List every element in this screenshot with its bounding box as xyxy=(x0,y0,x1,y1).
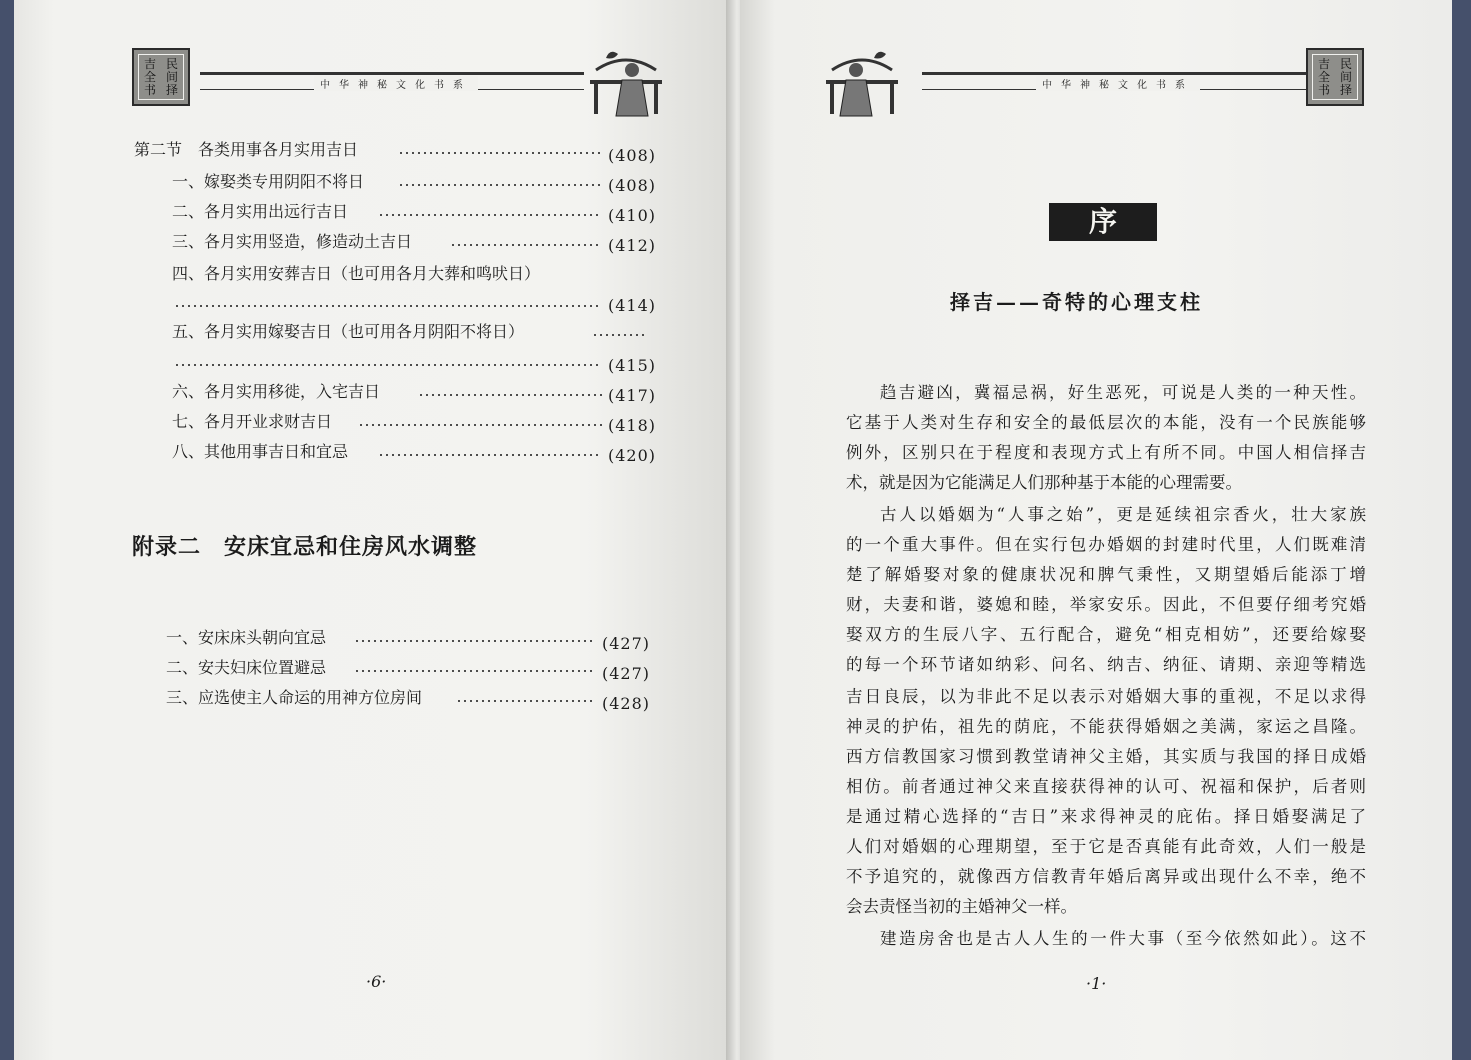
toc-entry: 五、各月实用嫁娶吉日（也可用各月阴阳不将日） xyxy=(172,322,525,341)
body-line: 楚了解婚娶对象的健康状况和脾气秉性，又期望婚后能添丁增 xyxy=(846,565,1366,584)
toc-leader xyxy=(378,214,602,216)
toc-page-number: (427) xyxy=(602,664,651,683)
series-seal xyxy=(1306,48,1364,106)
toc-leader xyxy=(592,334,646,336)
toc-leader xyxy=(450,244,602,246)
toc-page-number: (408) xyxy=(608,176,657,195)
seal-char: 吉 xyxy=(143,56,156,71)
seal-char: 间 xyxy=(165,69,178,84)
toc-entry: 七、各月开业求财吉日 xyxy=(172,412,333,431)
toc-leader xyxy=(354,670,592,672)
body-line: 术，就是因为它能满足人们那种基于本能的心理需要。 xyxy=(846,473,1242,492)
seal-char: 择 xyxy=(1339,82,1352,97)
toc-leader xyxy=(378,454,602,456)
toc-leader xyxy=(174,364,602,366)
body-line: 相仿。前者通过神父来直接获得神的认可、祝福和保护，后者则 xyxy=(846,777,1366,796)
toc-entry: 二、各月实用出远行吉日 xyxy=(172,202,349,221)
preface-subtitle: 择吉——奇特的心理支柱 xyxy=(950,290,1203,314)
toc-page-number: (420) xyxy=(608,446,657,465)
seal-char: 书 xyxy=(1317,82,1330,97)
toc-page-number: (418) xyxy=(608,416,657,435)
body-line: 娶双方的生辰八字、五行配合，避免“相克相妨”，还要给嫁娶 xyxy=(846,625,1366,644)
seal-text xyxy=(1312,54,1358,100)
appendix-heading: 附录二 安床宜忌和住房风水调整 xyxy=(132,534,478,560)
toc-page-number: (410) xyxy=(608,206,657,225)
series-title: 中华神秘文化书系 xyxy=(1036,76,1200,91)
body-line: 是通过精心选择的“吉日”来求得神灵的庇佑。择日婚娶满足了 xyxy=(846,807,1366,826)
body-line: 不予追究的，就像西方信教青年婚后离异或出现什么不幸，绝不 xyxy=(846,867,1366,886)
seal-char: 全 xyxy=(1317,69,1330,84)
toc-entry: 三、各月实用竖造，修造动土吉日 xyxy=(172,232,413,251)
toc-entry: 八、其他用事吉日和宜忌 xyxy=(172,442,349,461)
seal-char: 民 xyxy=(1339,56,1352,71)
body-line: 古人以婚姻为“人事之始”，更是延续祖宗香火，壮大家族 xyxy=(880,505,1366,524)
toc-entry: 二、安夫妇床位置避忌 xyxy=(166,658,327,677)
body-line: 西方信教国家习惯到教堂请神父主婚，其实质与我国的择日成婚 xyxy=(846,747,1366,766)
preface-label: 序 xyxy=(1049,203,1157,241)
body-line: 它基于人类对生存和安全的最低层次的本能，没有一个民族能够 xyxy=(846,413,1366,432)
seal-char: 全 xyxy=(143,69,156,84)
left-page xyxy=(14,0,730,1060)
seal-char: 书 xyxy=(143,82,156,97)
page-number: ·6· xyxy=(366,972,387,991)
toc-leader xyxy=(398,152,602,154)
toc-leader xyxy=(418,394,602,396)
body-line: 会去责怪当初的主婚神父一样。 xyxy=(846,897,1077,916)
seal-char: 择 xyxy=(165,82,178,97)
body-line: 吉日良辰，以为非此不足以表示对婚姻大事的重视，不足以求得 xyxy=(846,687,1366,706)
toc-entry: 一、安床床头朝向宜忌 xyxy=(166,628,327,647)
toc-leader xyxy=(398,184,602,186)
toc-leader xyxy=(358,424,602,426)
toc-leader xyxy=(456,700,592,702)
body-line: 趋吉避凶，冀福忌祸，好生恶死，可说是人类的一种天性。 xyxy=(880,383,1366,402)
toc-leader xyxy=(174,305,602,307)
series-seal xyxy=(132,48,190,106)
toc-entry: 一、嫁娶类专用阴阳不将日 xyxy=(172,172,365,191)
toc-entry: 六、各月实用移徙，入宅吉日 xyxy=(172,382,381,401)
body-line: 人们对婚姻的心理期望，至于它是否真能有此奇效，人们一般是 xyxy=(846,837,1366,856)
toc-page-number: (427) xyxy=(602,634,651,653)
scholar-illustration xyxy=(586,40,666,118)
body-line: 的一个重大事件。但在实行包办婚姻的封建时代里，人们既难清 xyxy=(846,535,1366,554)
scholar-illustration xyxy=(822,40,902,118)
page-number: ·1· xyxy=(1086,974,1107,993)
toc-page-number: (417) xyxy=(608,386,657,405)
toc-entry: 四、各月实用安葬吉日（也可用各月大葬和鸣吠日） xyxy=(172,264,541,283)
toc-page-number: (414) xyxy=(608,296,657,315)
body-line: 财，夫妻和谐，婆媳和睦，举家安乐。因此，不但要仔细考究婚 xyxy=(846,595,1366,614)
seal-char: 民 xyxy=(165,56,178,71)
body-line: 的每一个环节诸如纳彩、问名、纳吉、纳征、请期、亲迎等精选 xyxy=(846,655,1366,674)
toc-page-number: (412) xyxy=(608,236,657,255)
toc-page-number: (428) xyxy=(602,694,651,713)
toc-entry: 三、应选使主人命运的用神方位房间 xyxy=(166,688,423,707)
seal-char: 间 xyxy=(1339,69,1352,84)
seal-text xyxy=(138,54,184,100)
seal-char: 吉 xyxy=(1317,56,1330,71)
body-line: 建造房舍也是古人人生的一件大事（至今依然如此）。这不 xyxy=(880,929,1366,948)
toc-page-number: (415) xyxy=(608,356,657,375)
toc-page-number: (408) xyxy=(608,146,657,165)
right-page xyxy=(740,0,1452,1060)
toc-entry: 第二节 各类用事各月实用吉日 xyxy=(134,140,359,159)
body-line: 例外，区别只在于程度和表现方式上有所不同。中国人相信择吉 xyxy=(846,443,1366,462)
series-title: 中华神秘文化书系 xyxy=(314,76,478,91)
toc-leader xyxy=(354,640,592,642)
body-line: 神灵的护佑，祖先的荫庇，不能获得婚姻之美满，家运之昌隆。 xyxy=(846,717,1366,736)
